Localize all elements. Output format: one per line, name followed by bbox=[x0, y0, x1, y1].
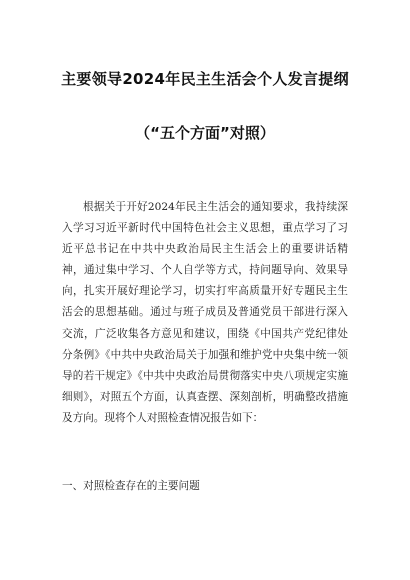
section-heading: 一、对照检查存在的主要问题 bbox=[62, 480, 200, 492]
document-subtitle: （“五个方面”对照） bbox=[135, 124, 275, 142]
document-title: 主要领导2024年民主生活会个人发言提纲 bbox=[61, 70, 349, 88]
body-paragraph: 根据关于开好2024年民主生活会的通知要求，我持续深入学习习近平新时代中国特色社会主义思想，重点学习了习近平总书记在中共中央政治局民主生活会上的重要讲话精神，通过集中学习、个人自学等方式，持问题导向、效果导向，扎实开展好理论学习，切实打牢高质量开好专题民主生活会的思想基础。通过与班子成员及普通党员干部进行深入交流，广泛收集各方意见和建议，围绕《中国共产党纪律处分条例》《中共中央政治局关于加强和维护党中央集中统一领导的若干规定》《中共中央政治局贯彻落实中央八项规定实施细则》，对照五个方面，认真查摆、深刻剖析，明确整改措施及方向。现将个人对照检查情况报告如下： bbox=[62, 201, 348, 424]
